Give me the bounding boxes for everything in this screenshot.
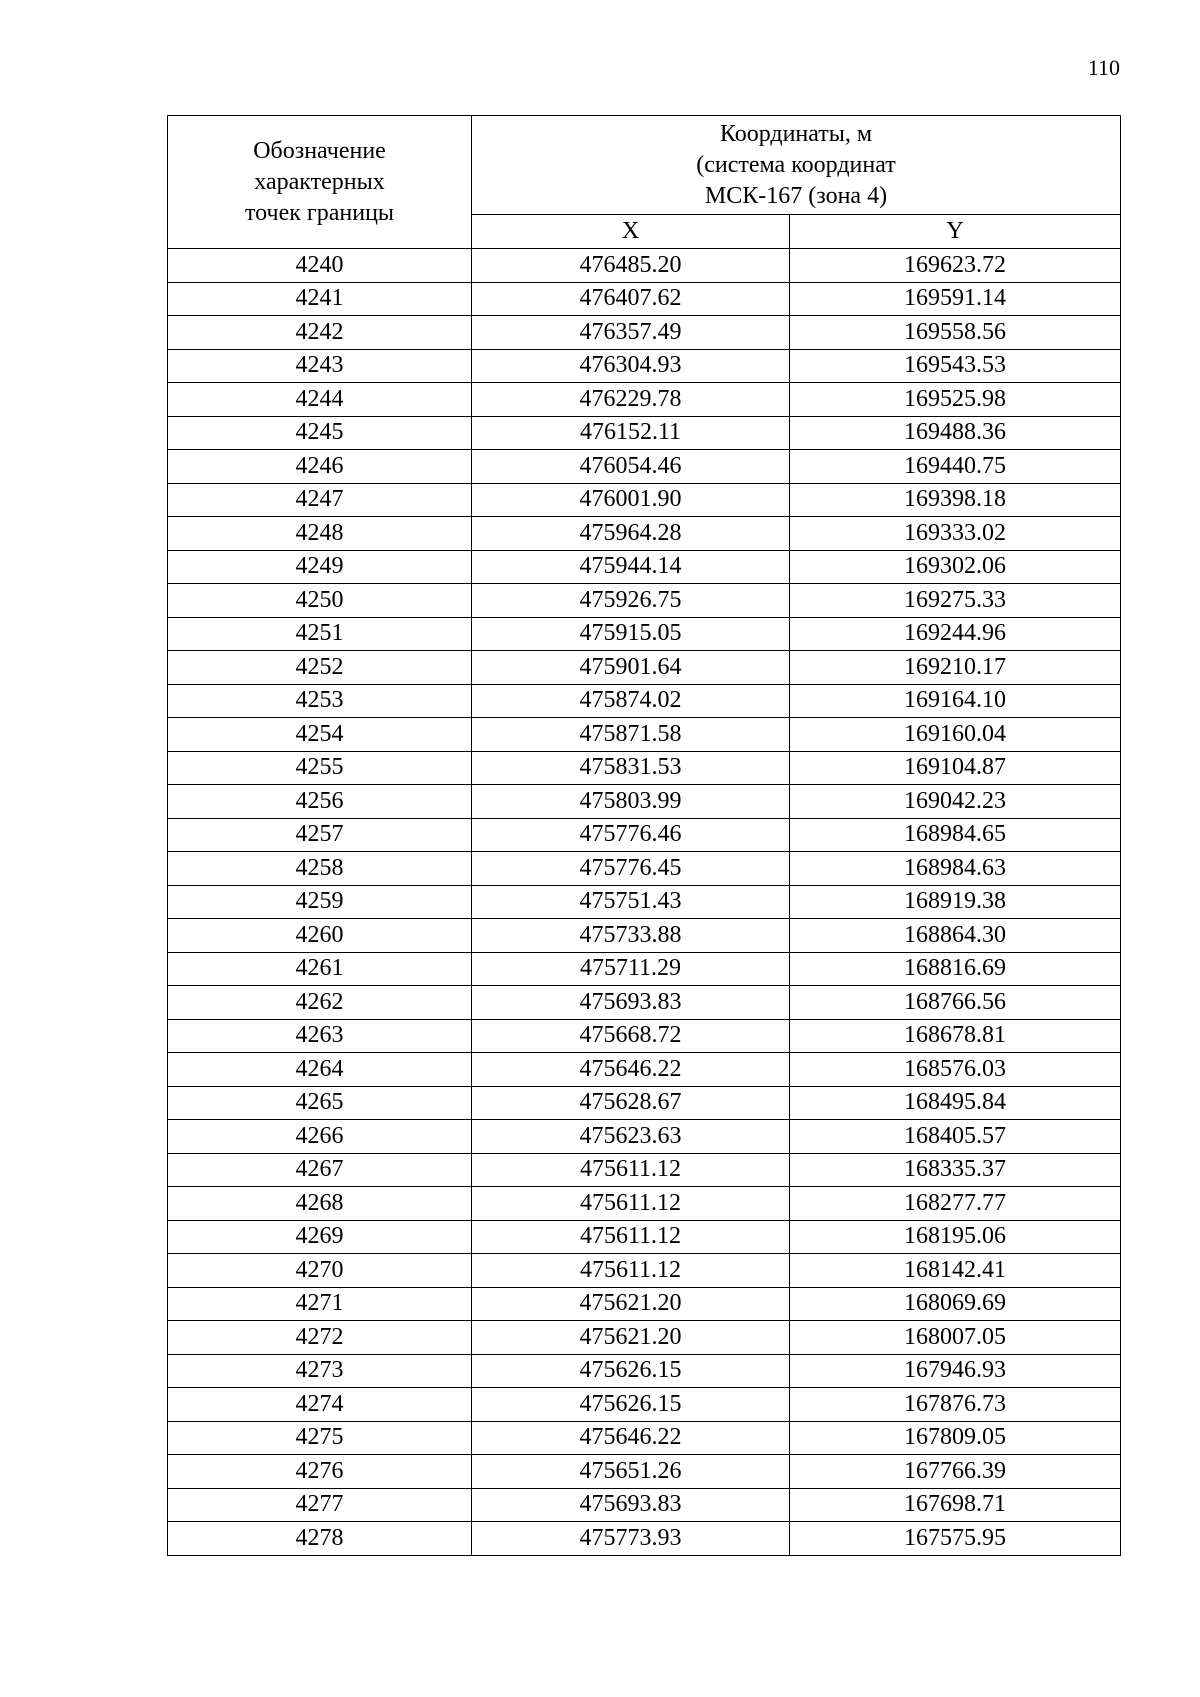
table-row: [168, 1455, 1121, 1489]
y-coordinate-cell: 168277.77: [790, 1187, 1121, 1221]
table-row: [168, 349, 1121, 383]
y-coordinate-cell: 169160.04: [790, 718, 1121, 752]
x-coordinate-cell: 475776.46: [472, 818, 790, 852]
y-coordinate-cell: 169558.56: [790, 316, 1121, 350]
y-coordinate-cell: 167698.71: [790, 1488, 1121, 1522]
point-id-cell: 4242: [168, 316, 472, 350]
table-row: [168, 316, 1121, 350]
table-row: [168, 617, 1121, 651]
point-designation-header: [168, 116, 472, 249]
point-id-cell: 4261: [168, 952, 472, 986]
x-coordinate-cell: 476485.20: [472, 249, 790, 283]
y-coordinate-cell: 168678.81: [790, 1019, 1121, 1053]
table-row: [168, 282, 1121, 316]
point-id-cell: 4248: [168, 517, 472, 551]
y-coordinate-cell: 168007.05: [790, 1321, 1121, 1355]
table-row: [168, 1354, 1121, 1388]
y-coordinate-cell: 169440.75: [790, 450, 1121, 484]
point-id-cell: 4258: [168, 852, 472, 886]
coordinates-table: [167, 115, 1121, 1556]
table-header: [168, 116, 1121, 249]
table-row: [168, 1287, 1121, 1321]
coordinates-header-line3: МСК-167 (зона 4): [704, 182, 888, 209]
y-coordinate-cell: 169302.06: [790, 550, 1121, 584]
point-id-cell: 4244: [168, 383, 472, 417]
table-row: [168, 416, 1121, 450]
x-coordinate-cell: 476001.90: [472, 483, 790, 517]
point-id-cell: 4249: [168, 550, 472, 584]
table-row: [168, 1086, 1121, 1120]
point-id-cell: 4274: [168, 1388, 472, 1422]
point-id-cell: 4264: [168, 1053, 472, 1087]
table-row: [168, 885, 1121, 919]
table-row: [168, 1488, 1121, 1522]
x-coordinate-cell: 475623.63: [472, 1120, 790, 1154]
point-id-cell: 4247: [168, 483, 472, 517]
y-coordinate-cell: 169543.53: [790, 349, 1121, 383]
table-row: [168, 1220, 1121, 1254]
point-id-cell: 4256: [168, 785, 472, 819]
x-coordinate-cell: 475901.64: [472, 651, 790, 685]
y-coordinate-cell: 168495.84: [790, 1086, 1121, 1120]
x-coordinate-cell: 475626.15: [472, 1388, 790, 1422]
table-row: [168, 1187, 1121, 1221]
point-id-cell: 4278: [168, 1522, 472, 1556]
y-coordinate-cell: 169210.17: [790, 651, 1121, 685]
y-coordinate-cell: 169623.72: [790, 249, 1121, 283]
y-coordinate-cell: 168069.69: [790, 1287, 1121, 1321]
point-id-cell: 4270: [168, 1254, 472, 1288]
y-coordinate-cell: 167766.39: [790, 1455, 1121, 1489]
point-id-cell: 4255: [168, 751, 472, 785]
y-coordinate-cell: 169525.98: [790, 383, 1121, 417]
table-row: [168, 852, 1121, 886]
x-coordinate-cell: 475611.12: [472, 1254, 790, 1288]
x-coordinate-cell: 476229.78: [472, 383, 790, 417]
coordinates-header-line1: Координаты, м: [719, 120, 873, 147]
point-id-cell: 4252: [168, 651, 472, 685]
coordinates-header-line2: (система координат: [696, 151, 896, 178]
y-coordinate-cell: 168816.69: [790, 952, 1121, 986]
point-id-cell: 4272: [168, 1321, 472, 1355]
x-coordinate-cell: 475621.20: [472, 1321, 790, 1355]
table-row: [168, 249, 1121, 283]
table-body: [168, 249, 1121, 1556]
point-id-cell: 4265: [168, 1086, 472, 1120]
x-coordinate-cell: 475611.12: [472, 1220, 790, 1254]
table-row: [168, 651, 1121, 685]
table-row: [168, 952, 1121, 986]
table-row: [168, 1120, 1121, 1154]
x-coordinate-cell: 475803.99: [472, 785, 790, 819]
y-coordinate-cell: 169104.87: [790, 751, 1121, 785]
point-id-cell: 4250: [168, 584, 472, 618]
table-row: [168, 684, 1121, 718]
y-coordinate-cell: 167876.73: [790, 1388, 1121, 1422]
y-coordinate-cell: 169591.14: [790, 282, 1121, 316]
x-coordinate-cell: 475611.12: [472, 1153, 790, 1187]
table-row: [168, 1019, 1121, 1053]
y-coordinate-cell: 168984.63: [790, 852, 1121, 886]
point-id-cell: 4260: [168, 919, 472, 953]
y-coordinate-cell: 167809.05: [790, 1421, 1121, 1455]
y-coordinate-cell: 168195.06: [790, 1220, 1121, 1254]
x-coordinate-cell: 475751.43: [472, 885, 790, 919]
y-coordinate-cell: 168766.56: [790, 986, 1121, 1020]
table-row: [168, 751, 1121, 785]
x-coordinate-cell: 475871.58: [472, 718, 790, 752]
y-coordinate-cell: 169042.23: [790, 785, 1121, 819]
x-column-header: X: [472, 215, 790, 249]
point-id-cell: 4257: [168, 818, 472, 852]
y-coordinate-cell: 169244.96: [790, 617, 1121, 651]
point-id-cell: 4275: [168, 1421, 472, 1455]
point-id-cell: 4269: [168, 1220, 472, 1254]
table-row: [168, 517, 1121, 551]
x-coordinate-cell: 475915.05: [472, 617, 790, 651]
table-row: [168, 550, 1121, 584]
x-coordinate-cell: 475693.83: [472, 1488, 790, 1522]
x-coordinate-cell: 476407.62: [472, 282, 790, 316]
y-coordinate-cell: 168864.30: [790, 919, 1121, 953]
y-coordinate-cell: 167946.93: [790, 1354, 1121, 1388]
y-coordinate-cell: 169333.02: [790, 517, 1121, 551]
table-row: [168, 785, 1121, 819]
x-coordinate-cell: 475611.12: [472, 1187, 790, 1221]
coordinates-header: [472, 116, 1121, 215]
x-coordinate-cell: 475693.83: [472, 986, 790, 1020]
x-coordinate-cell: 475831.53: [472, 751, 790, 785]
point-id-cell: 4271: [168, 1287, 472, 1321]
table-row: [168, 1421, 1121, 1455]
table-row: [168, 1053, 1121, 1087]
table-row: [168, 818, 1121, 852]
x-coordinate-cell: 476304.93: [472, 349, 790, 383]
x-coordinate-cell: 476357.49: [472, 316, 790, 350]
table-row: [168, 1321, 1121, 1355]
point-id-cell: 4251: [168, 617, 472, 651]
x-coordinate-cell: 475776.45: [472, 852, 790, 886]
x-coordinate-cell: 475711.29: [472, 952, 790, 986]
table-row: [168, 1388, 1121, 1422]
y-coordinate-cell: 169275.33: [790, 584, 1121, 618]
point-designation-label: Обозначение характерных точек границы: [244, 137, 395, 226]
point-id-cell: 4263: [168, 1019, 472, 1053]
point-id-cell: 4266: [168, 1120, 472, 1154]
point-id-cell: 4276: [168, 1455, 472, 1489]
table-row: [168, 1254, 1121, 1288]
point-id-cell: 4273: [168, 1354, 472, 1388]
x-coordinate-cell: 475621.20: [472, 1287, 790, 1321]
point-id-cell: 4243: [168, 349, 472, 383]
y-coordinate-cell: 169488.36: [790, 416, 1121, 450]
table-row: [168, 986, 1121, 1020]
point-id-cell: 4254: [168, 718, 472, 752]
x-coordinate-cell: 475944.14: [472, 550, 790, 584]
point-id-cell: 4268: [168, 1187, 472, 1221]
x-coordinate-cell: 475668.72: [472, 1019, 790, 1053]
y-coordinate-cell: 168405.57: [790, 1120, 1121, 1154]
x-coordinate-cell: 475733.88: [472, 919, 790, 953]
point-id-cell: 4262: [168, 986, 472, 1020]
x-coordinate-cell: 475964.28: [472, 517, 790, 551]
x-coordinate-cell: 475646.22: [472, 1053, 790, 1087]
table-row: [168, 483, 1121, 517]
table-row: [168, 584, 1121, 618]
x-coordinate-cell: 475646.22: [472, 1421, 790, 1455]
y-coordinate-cell: 168984.65: [790, 818, 1121, 852]
x-coordinate-cell: 475626.15: [472, 1354, 790, 1388]
page-number: 110: [1087, 55, 1120, 80]
point-id-cell: 4253: [168, 684, 472, 718]
x-coordinate-cell: 476152.11: [472, 416, 790, 450]
x-coordinate-cell: 475773.93: [472, 1522, 790, 1556]
x-coordinate-cell: 476054.46: [472, 450, 790, 484]
point-id-cell: 4240: [168, 249, 472, 283]
y-coordinate-cell: 168335.37: [790, 1153, 1121, 1187]
y-coordinate-cell: 169164.10: [790, 684, 1121, 718]
table-row: [168, 450, 1121, 484]
y-coordinate-cell: 168576.03: [790, 1053, 1121, 1087]
y-column-header: Y: [790, 215, 1121, 249]
table-row: [168, 718, 1121, 752]
x-coordinate-cell: 475651.26: [472, 1455, 790, 1489]
table-row: [168, 1522, 1121, 1556]
x-coordinate-cell: 475926.75: [472, 584, 790, 618]
y-coordinate-cell: 169398.18: [790, 483, 1121, 517]
y-coordinate-cell: 168142.41: [790, 1254, 1121, 1288]
x-coordinate-cell: 475874.02: [472, 684, 790, 718]
point-id-cell: 4267: [168, 1153, 472, 1187]
table-row: [168, 1153, 1121, 1187]
point-id-cell: 4246: [168, 450, 472, 484]
point-id-cell: 4259: [168, 885, 472, 919]
point-id-cell: 4245: [168, 416, 472, 450]
table-row: [168, 383, 1121, 417]
point-id-cell: 4241: [168, 282, 472, 316]
x-coordinate-cell: 475628.67: [472, 1086, 790, 1120]
y-coordinate-cell: 168919.38: [790, 885, 1121, 919]
point-id-cell: 4277: [168, 1488, 472, 1522]
table-row: [168, 919, 1121, 953]
y-coordinate-cell: 167575.95: [790, 1522, 1121, 1556]
